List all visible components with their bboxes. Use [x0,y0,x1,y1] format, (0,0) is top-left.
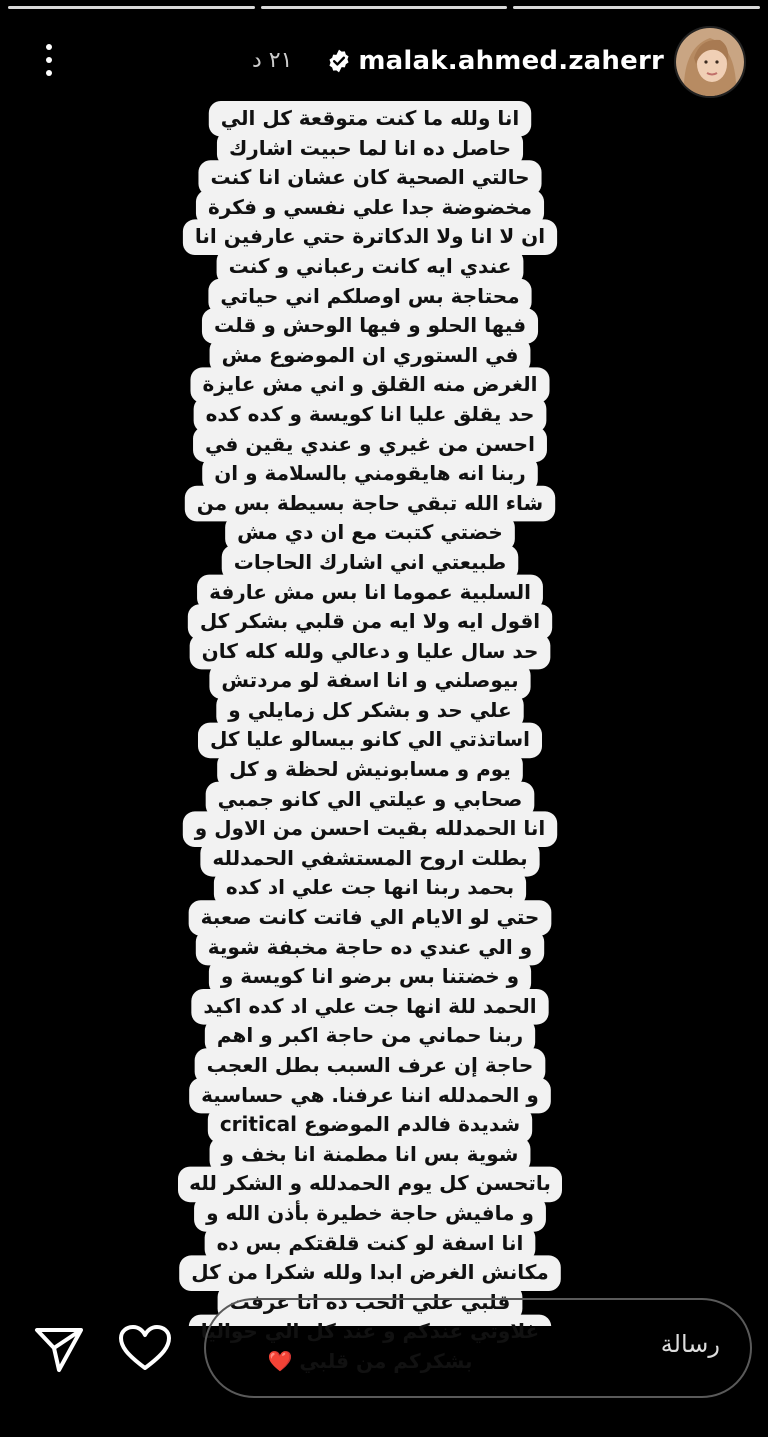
story-line: الغرض منه القلق و اني مش عايزة [202,372,538,397]
story-line: مكانش الغرض ابدا ولله شكرا من كل [191,1260,549,1285]
story-line: السلبية عموما انا بس مش عارفة [209,579,531,604]
story-line: حاجة إن عرف السبب بطل العجب [206,1053,534,1077]
story-line: اساتذتي الي كانو بيسالو عليا كل [209,727,530,752]
story-line: ربنا انه هايقومني بالسلامة و ان [214,461,526,486]
story-line: مخضوضة جدا علي نفسي و فكرة [207,194,533,219]
more-vertical-icon[interactable] [36,40,62,80]
message-input[interactable] [204,1298,752,1398]
story-line: صحابي و عيلتي الي كانو جمبي [217,786,523,811]
story-line: باتحسن كل يوم الحمدلله و الشكر لله [189,1171,551,1196]
story-line: فيها الحلو و فيها الوحش و قلت [213,313,527,338]
progress-segment [8,6,255,9]
verified-badge-icon [326,48,352,74]
send-icon[interactable] [32,1324,86,1374]
story-line: اقول ايه ولا ايه من قلبي بشكر كل [199,609,541,634]
story-line: عندي ايه كانت رعباني و كنت [228,253,512,278]
story-line: و الي عندي ده حاجة مخبفة شوية [207,934,533,959]
story-line: طبيعتي اني اشارك الحاجات [233,549,507,574]
story-line: شوية بس انا مطمنة انا بخف و [221,1141,519,1166]
user-info[interactable] [326,46,664,76]
story-line: محتاجة بس اوصلكم اني حياتي [220,283,520,308]
story-progress [8,6,760,9]
story-line: حاصل ده انا لما حبيت اشارك [228,135,512,160]
story-line: و مافيش حاجة خطيرة بأذن الله و [206,1200,534,1225]
story-line: قلبي علي الحب ده انا عرفت [229,1289,511,1314]
story-line: خضتي كتبت مع ان دي مش [237,520,503,545]
story-line: بحمد ربنا انها جت علي اد كده [225,875,515,900]
story-header [0,26,768,98]
story-line: حتي لو الايام الي فاتت كانت صعبة [200,905,540,930]
story-line: احسن من غيري و عندي يقين في [205,431,535,456]
story-line: يوم و مسابونيش لحظة و كل [229,757,511,782]
story-line: في الستوري ان الموضوع مش [221,342,519,367]
story-line: علي حد و بشكر كل زمايلي و [228,697,512,722]
story-line: انا اسفة لو كنت قلقتكم بس ده [216,1230,524,1255]
story-line: الحمد للة انها جت علي اد كده اكيد [203,993,537,1018]
story-line: ربنا حماني من حاجة اكبر و اهم [216,1023,524,1048]
story-line: شاء الله تبقي حاجة بسيطة بس من [196,490,544,515]
story-line: غلاوتي عندكم و عند كل الي حواليا [200,1319,540,1344]
story-line: و خضتنا بس برضو انا كويسة و [220,964,520,989]
post-time: ٢١ د [252,48,293,73]
username[interactable]: malak.ahmed.zaherr [358,46,664,76]
story-footer [0,1290,768,1400]
story-line: حد يقلق عليا انا كويسة و كده كده [205,401,535,426]
story-line: شديدة فالدم الموضوع critical [219,1112,521,1137]
story-line: بطلت اروح المستشفي الحمدلله [212,845,528,870]
avatar[interactable] [674,26,746,98]
progress-segment [261,6,508,9]
progress-segment [513,6,760,9]
story-line: حد سال عليا و دعالي ولله كله كان [201,638,539,663]
story-line: حالتي الصحية كان عشان انا كنت [210,165,530,190]
story-text-block [178,98,562,1373]
message-placeholder: رسالة [660,1330,720,1358]
avatar-image [676,28,744,96]
heart-icon[interactable] [118,1324,172,1372]
story-line: بيوصلني و انا اسفة لو مردتش [221,668,519,693]
story-line: انا الحمدلله بقيت احسن من الاول و [194,816,546,841]
story-line: انا ولله ما كنت متوقعة كل الي [220,106,520,130]
story-line: ان لا انا ولا الدكاترة حتي عارفين انا [194,224,546,249]
story-line: و الحمدلله اننا عرفنا. هي حساسية [201,1082,539,1107]
story-line: بشكركم من قلبي ❤️ [267,1348,473,1373]
story-lines [178,104,562,1377]
